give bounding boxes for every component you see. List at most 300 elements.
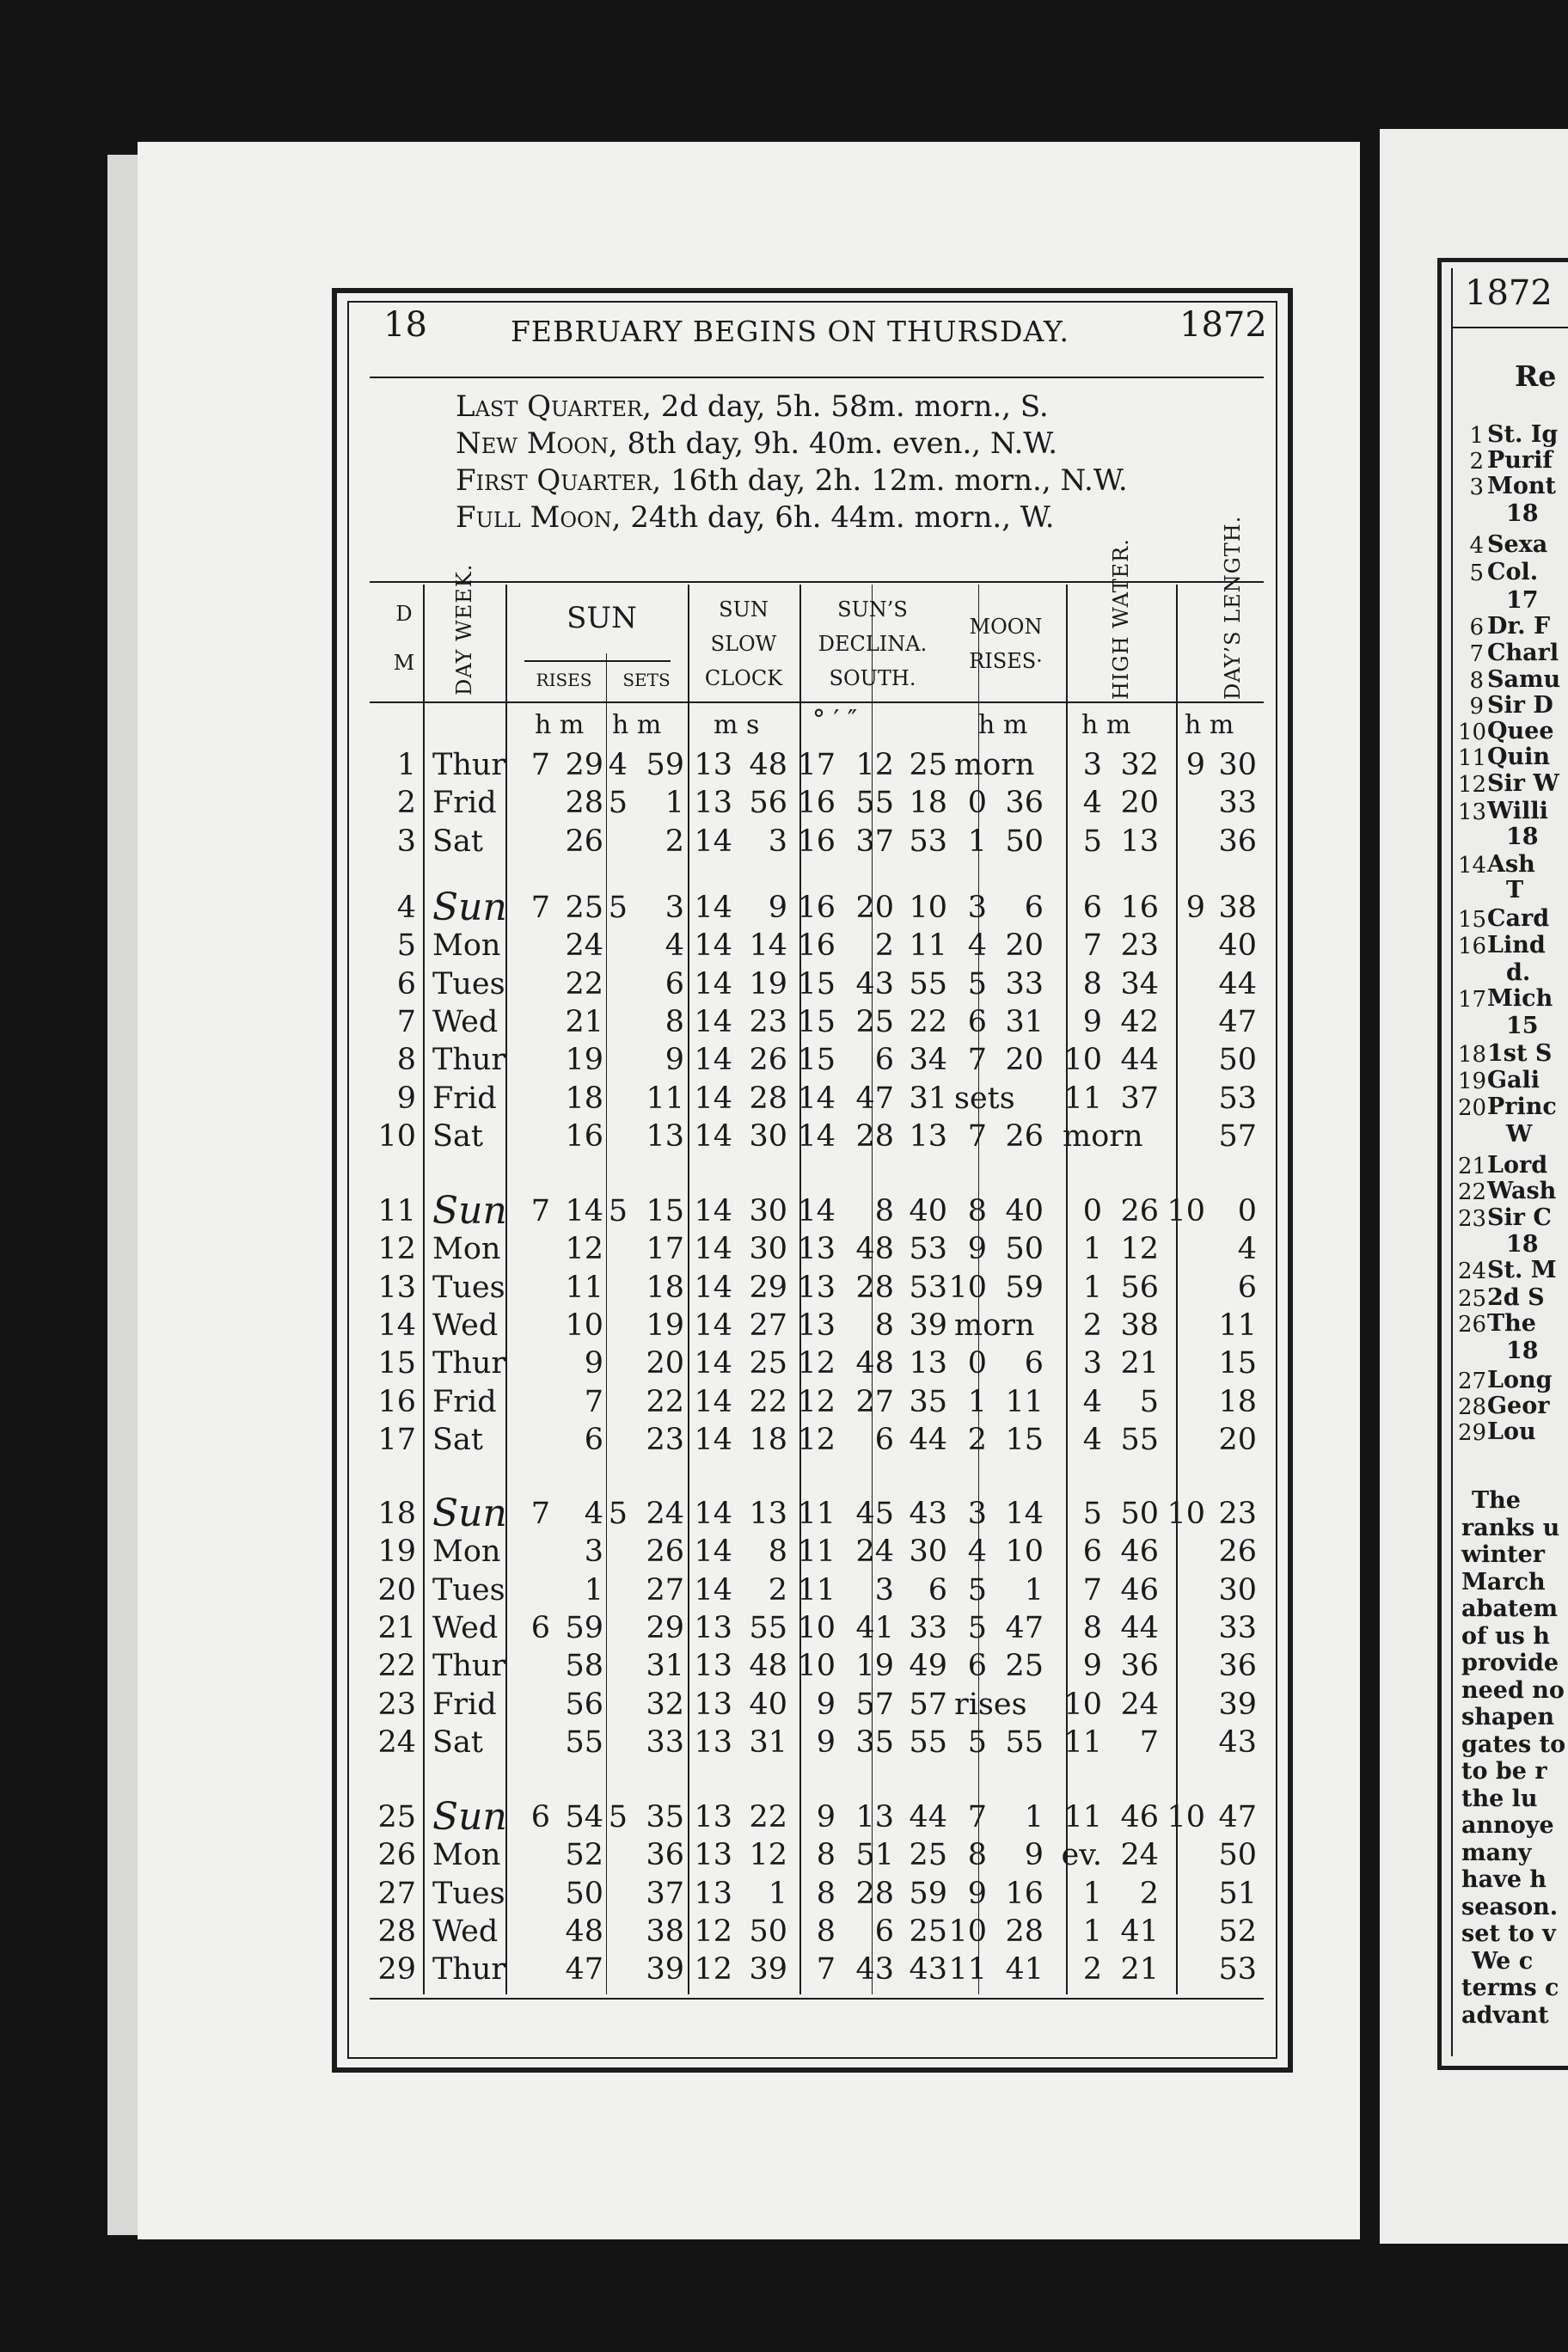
cell-day: 13 [377,1270,416,1305]
cell-weekday: Sun [432,885,507,929]
cell-set-m: 4 [665,928,684,964]
unit-water: h m [1081,710,1131,740]
cell-set-m: 17 [646,1232,684,1267]
cell-clock-m: 14 [694,1081,732,1116]
cell-rise-m: 48 [565,1914,603,1949]
cell-rise-m: 50 [565,1876,603,1911]
cell-water-m: 42 [1120,1004,1159,1039]
unit-clock: m s [714,710,760,740]
col-sun: SUN [567,601,637,635]
col-sets: SETS [622,670,671,690]
cell-decl-sec: 25 [909,1914,947,1949]
cell-decl-deg: 9 [816,1800,836,1834]
cell-decl-deg: 12 [797,1422,836,1457]
cell-decl-deg: 7 [816,1952,836,1988]
cell-clock-s: 14 [749,928,787,964]
cell-decl-deg: 15 [797,1004,836,1039]
cell-moon-h: 3 [967,1497,987,1531]
right-item-text: Mich [1487,985,1553,1012]
cell-set-m: 3 [665,891,684,925]
cell-day: 2 [396,786,416,821]
cell-water-h: 9 [1082,1649,1102,1684]
cell-moon-h: 10 [948,1914,987,1949]
cell-moon-rises: morn [954,748,1035,782]
cell-clock-m: 14 [694,1346,732,1381]
cell-length-m: 53 [1218,1952,1257,1988]
cell-water-h: 10 [1063,1687,1102,1722]
right-para-line: ranks u [1461,1514,1560,1541]
cell-day: 18 [377,1497,416,1531]
cell-moon-m: 16 [1005,1876,1044,1911]
cell-water-h: 1 [1082,1914,1102,1949]
right-item-number: 3 [1469,475,1484,500]
cell-weekday: Wed [432,1914,499,1949]
cell-day: 24 [377,1724,416,1760]
cell-water-m: 41 [1120,1914,1159,1949]
cell-clock-m: 14 [694,1043,732,1078]
cell-clock-s: 26 [749,1043,787,1078]
cell-set-m: 18 [646,1270,684,1305]
cell-water-h: 6 [1082,891,1102,925]
right-item-text: Geor [1487,1393,1550,1419]
cell-rise-m: 18 [565,1081,603,1116]
cell-length-m: 36 [1218,1649,1257,1684]
cell-length-m: 11 [1218,1308,1257,1343]
right-item-text: W [1506,1121,1533,1148]
cell-length-m: 47 [1218,1004,1257,1039]
right-item-number: 25 [1458,1286,1487,1312]
cell-weekday: Tues [432,966,505,1001]
cell-length-h: 9 [1185,748,1205,782]
cell-length-m: 0 [1237,1194,1257,1228]
right-item-text: Gali [1487,1067,1540,1093]
cell-water-m: 13 [1120,824,1159,859]
cell-water-m: 46 [1120,1572,1159,1608]
cell-decl-deg: 9 [816,1687,836,1722]
cell-length-m: 18 [1218,1384,1257,1419]
cell-water-m: 50 [1120,1497,1159,1531]
cell-day: 1 [396,748,416,782]
right-item-text: 17 [1506,587,1539,614]
cell-water-h: 8 [1082,966,1102,1001]
col-sun-slow: SUN [719,597,769,622]
cell-set-m: 38 [646,1914,684,1949]
cell-set-m: 31 [646,1649,684,1684]
cell-decl-min: 37 [855,824,894,859]
cell-decl-sec: 31 [909,1081,947,1116]
cell-weekday: Sun [432,1189,507,1233]
cell-clock-s: 56 [749,786,787,821]
cell-moon-h: 8 [967,1194,987,1228]
right-item-text: Samu [1487,666,1561,693]
cell-length-m: 52 [1218,1914,1257,1949]
cell-weekday: Sat [432,824,483,859]
cell-decl-sec: 55 [909,1724,947,1760]
cell-moon-m: 10 [1005,1534,1044,1570]
right-item-text: Sir W [1487,770,1559,797]
cell-clock-s: 8 [768,1534,787,1570]
cell-decl-min: 48 [855,1232,894,1267]
cell-rise-m: 16 [565,1118,603,1154]
right-para-line: season. [1461,1893,1559,1920]
cell-clock-m: 13 [694,1800,732,1834]
cell-day: 27 [377,1876,416,1911]
cell-decl-min: 41 [855,1610,894,1645]
right-item-text: 15 [1506,1013,1539,1039]
cell-water-h: 6 [1082,1534,1102,1570]
cell-clock-s: 25 [749,1346,787,1381]
cell-weekday: Mon [432,1232,501,1267]
unit-set: h m [612,710,662,740]
cell-clock-s: 30 [749,1232,787,1267]
cell-weekday: Thur [432,1346,506,1381]
cell-moon-h: 2 [967,1422,987,1457]
cell-day: 5 [396,928,416,964]
col-declination: DECLINA. [818,632,928,656]
cell-moon-m: 15 [1005,1422,1044,1457]
cell-set-m: 6 [665,966,684,1001]
column-rule [1176,585,1178,1994]
cell-moon-h: 4 [967,928,987,964]
cell-water-h: 1 [1082,1876,1102,1911]
cell-water-m: 16 [1120,891,1159,925]
right-item-text: Purif [1487,447,1553,474]
unit-length: h m [1185,710,1234,740]
cell-clock-m: 13 [694,1687,732,1722]
cell-set-h: 5 [608,1194,628,1228]
cell-set-m: 36 [646,1838,684,1873]
right-item-text: Willi [1487,798,1548,824]
cell-set-m: 26 [646,1534,684,1570]
cell-day: 12 [377,1232,416,1267]
moon-phase-detail: , 24th day, 6h. 44m. morn., W. [611,500,1055,535]
cell-water-m: 46 [1120,1800,1159,1834]
right-page-heading: Re [1515,359,1557,393]
right-item-text: d. [1506,959,1531,986]
cell-set-h: 5 [608,891,628,925]
right-para-line: gates to [1461,1730,1566,1758]
right-item-number: 19 [1458,1069,1487,1094]
right-para-line: to be r [1461,1758,1547,1785]
cell-clock-m: 14 [694,1572,732,1608]
right-item-text: Long [1487,1367,1553,1393]
cell-clock-m: 14 [694,824,732,859]
header-rule [370,377,1264,378]
cell-moon-m: 41 [1005,1952,1044,1988]
right-item-number: 6 [1469,615,1484,640]
col-rises: RISES [536,670,592,690]
cell-clock-m: 14 [694,1194,732,1228]
cell-set-m: 15 [646,1194,684,1228]
cell-clock-s: 1 [768,1876,787,1911]
cell-water-m: 23 [1120,928,1159,964]
cell-decl-min: 6 [874,1914,894,1949]
cell-decl-min: 6 [874,1043,894,1078]
cell-length-h: 10 [1167,1194,1205,1228]
cell-clock-m: 14 [694,1384,732,1419]
cell-set-m: 19 [646,1308,684,1343]
cell-decl-deg: 11 [797,1497,836,1531]
right-item-number: 15 [1458,907,1487,933]
cell-clock-m: 13 [694,1724,732,1760]
cell-decl-sec: 57 [909,1687,947,1722]
cell-water-m: 21 [1120,1346,1159,1381]
cell-moon-m: 50 [1005,824,1044,859]
cell-decl-sec: 22 [909,1004,947,1039]
cell-length-h: 10 [1167,1800,1205,1834]
right-item-number: 1 [1469,423,1484,449]
cell-decl-sec: 25 [909,1838,947,1873]
cell-rise-m: 52 [565,1838,603,1873]
cell-weekday: Mon [432,1534,501,1570]
cell-decl-sec: 6 [928,1572,947,1608]
column-rule [505,585,507,1994]
cell-moon-h: 1 [967,824,987,859]
cell-length-h: 10 [1167,1497,1205,1531]
cell-water-h: 7 [1082,1572,1102,1608]
moon-phase-line [456,462,1128,499]
cell-decl-deg: 12 [797,1384,836,1419]
cell-weekday: Sat [432,1422,483,1457]
cell-day: 6 [396,966,416,1001]
cell-clock-m: 13 [694,786,732,821]
cell-moon-h: 11 [948,1952,987,1988]
cell-water-h: 4 [1082,786,1102,821]
cell-decl-deg: 11 [797,1572,836,1608]
cell-clock-m: 13 [694,1876,732,1911]
cell-weekday: Sat [432,1724,483,1760]
page-title: FEBRUARY BEGINS ON THURSDAY. [511,315,1069,348]
cell-decl-min: 20 [855,891,894,925]
cell-water-h: 2 [1082,1952,1102,1988]
cell-length-m: 50 [1218,1043,1257,1078]
moon-phase-line [456,426,1057,462]
cell-decl-min: 8 [874,1308,894,1343]
cell-moon-rises: sets [954,1081,1015,1116]
cell-decl-sec: 34 [909,1043,947,1078]
cell-set-m: 27 [646,1572,684,1608]
cell-clock-m: 12 [694,1914,732,1949]
cell-weekday: Tues [432,1270,505,1305]
cell-weekday: Wed [432,1610,499,1645]
cell-moon-h: 4 [967,1534,987,1570]
cell-clock-m: 14 [694,1534,732,1570]
cell-length-m: 6 [1237,1270,1257,1305]
column-rule [423,585,425,1994]
cell-water-m: 36 [1120,1649,1159,1684]
cell-set-m: 24 [646,1497,684,1531]
right-item-text: Lord [1487,1152,1548,1179]
right-para-line: provide [1461,1650,1559,1676]
cell-decl-min: 57 [855,1687,894,1722]
cell-decl-sec: 44 [909,1422,947,1457]
right-para-line: abatem [1461,1596,1559,1622]
cell-length-m: 23 [1218,1497,1257,1531]
cell-length-m: 40 [1218,928,1257,964]
cell-decl-min: 48 [855,1346,894,1381]
cell-water-h: 11 [1063,1800,1102,1834]
cell-weekday: Mon [432,1838,501,1873]
cell-moon-rises: rises [954,1687,1027,1722]
right-item-text: Dr. F [1487,613,1551,640]
cell-moon-h: 7 [967,1118,987,1154]
cell-length-m: 4 [1237,1232,1257,1267]
cell-moon-h: 6 [967,1004,987,1039]
cell-decl-min: 24 [855,1534,894,1570]
cell-moon-h: 9 [967,1232,987,1267]
cell-set-m: 39 [646,1952,684,1988]
cell-set-m: 35 [646,1800,684,1834]
cell-rise-m: 6 [584,1422,603,1457]
cell-weekday: Sun [432,1795,507,1839]
cell-water-m: 56 [1120,1270,1159,1305]
right-item-number: 11 [1458,745,1487,771]
right-item-text: 18 [1506,824,1539,850]
cell-weekday: Mon [432,928,501,964]
cell-decl-deg: 16 [797,786,836,821]
cell-decl-sec: 40 [909,1194,947,1228]
right-para-line: advant [1461,2001,1549,2029]
cell-clock-m: 14 [694,1232,732,1267]
cell-water-h: 7 [1082,928,1102,964]
moon-phase-name: New Moon [456,426,609,461]
cell-decl-deg: 16 [797,891,836,925]
cell-decl-sec: 43 [909,1952,947,1988]
right-para-line: shapen [1461,1704,1555,1730]
right-item-number: 16 [1458,934,1487,959]
right-item-number: 9 [1469,694,1484,720]
cell-length-m: 20 [1218,1422,1257,1457]
cell-clock-s: 3 [768,824,787,859]
cell-decl-deg: 14 [797,1194,836,1228]
cell-rise-m: 3 [584,1534,603,1570]
cell-decl-min: 6 [874,1422,894,1457]
cell-day: 21 [377,1610,416,1645]
cell-water-m: 24 [1120,1838,1159,1873]
cell-water-h: 5 [1082,1497,1102,1531]
col-high-water: HIGH WATER. [1109,538,1133,700]
cell-decl-deg: 15 [797,966,836,1001]
right-para-line: need no [1461,1676,1565,1704]
cell-weekday: Tues [432,1876,505,1911]
right-item-number: 4 [1469,533,1484,559]
cell-length-m: 53 [1218,1081,1257,1116]
cell-moon-h: 9 [967,1876,987,1911]
cell-length-m: 50 [1218,1838,1257,1873]
right-item-text: Quin [1487,744,1551,770]
cell-decl-sec: 44 [909,1800,947,1834]
cell-decl-sec: 18 [909,786,947,821]
cell-water-h: 10 [1063,1043,1102,1078]
cell-day: 23 [377,1687,416,1722]
cell-decl-min: 3 [874,1572,894,1608]
cell-water-h: 4 [1082,1422,1102,1457]
cell-decl-sec: 53 [909,1232,947,1267]
cell-day: 17 [377,1422,416,1457]
right-frame-line [1437,258,1442,2067]
cell-day: 7 [396,1004,416,1039]
cell-day: 20 [377,1572,416,1608]
right-item-text: T [1506,877,1524,903]
cell-water-m: 7 [1139,1724,1159,1760]
right-item-text: St. Ig [1487,421,1559,448]
cell-weekday: Thur [432,1649,506,1684]
cell-weekday: Frid [432,786,497,821]
right-para-line: March [1461,1568,1546,1596]
cell-rise-m: 11 [565,1270,603,1305]
cell-length-h: 9 [1185,891,1205,925]
cell-decl-deg: 10 [797,1610,836,1645]
cell-water-h: 2 [1082,1308,1102,1343]
right-item-number: 20 [1458,1095,1487,1121]
cell-decl-deg: 13 [797,1308,836,1343]
cell-water-m: 5 [1139,1384,1159,1419]
cell-decl-min: 43 [855,1952,894,1988]
cell-length-m: 33 [1218,1610,1257,1645]
right-item-number: 21 [1458,1154,1487,1179]
unit-rise: h m [535,710,585,740]
cell-clock-s: 48 [749,748,787,782]
cell-decl-deg: 8 [816,1914,836,1949]
cell-water-h: 11 [1063,1081,1102,1116]
cell-moon-m: 31 [1005,1004,1044,1039]
right-para-line: The [1472,1487,1521,1514]
cell-decl-sec: 13 [909,1346,947,1381]
right-item-text: 18 [1506,1338,1539,1364]
cell-moon-m: 14 [1005,1497,1044,1531]
cell-day: 11 [377,1194,416,1228]
cell-moon-m: 33 [1005,966,1044,1001]
right-page-year: 1872 [1465,273,1553,313]
cell-moon-h: 1 [967,1384,987,1419]
cell-moon-rises: morn [954,1308,1035,1343]
right-item-number: 23 [1458,1206,1487,1232]
cell-decl-deg: 8 [816,1876,836,1911]
cell-day: 3 [396,824,416,859]
cell-rise-m: 55 [565,1724,603,1760]
cell-length-m: 36 [1218,824,1257,859]
cell-decl-min: 28 [855,1876,894,1911]
cell-water-h: 1 [1082,1270,1102,1305]
right-item-number: 5 [1469,560,1484,586]
cell-decl-deg: 9 [816,1724,836,1760]
cell-decl-min: 28 [855,1270,894,1305]
cell-day: 15 [377,1346,416,1381]
cell-water-h: 3 [1082,748,1102,782]
cell-decl-min: 28 [855,1118,894,1154]
cell-moon-h: 0 [967,1346,987,1381]
cell-decl-sec: 59 [909,1876,947,1911]
cell-decl-deg: 12 [797,1346,836,1381]
cell-rise-m: 56 [565,1687,603,1722]
cell-moon-h: 5 [967,1572,987,1608]
right-item-number: 7 [1469,641,1484,667]
cell-set-h: 5 [608,1497,628,1531]
cell-decl-sec: 35 [909,1384,947,1419]
cell-length-m: 43 [1218,1724,1257,1760]
cell-water-m: 38 [1120,1308,1159,1343]
cell-set-m: 20 [646,1346,684,1381]
cell-decl-min: 43 [855,966,894,1001]
cell-decl-deg: 17 [797,748,836,782]
cell-set-m: 32 [646,1687,684,1722]
cell-decl-deg: 15 [797,1043,836,1078]
moon-phase-detail: , 8th day, 9h. 40m. even., N.W. [608,426,1058,461]
cell-moon-m: 9 [1024,1838,1044,1873]
right-para-line: have h [1461,1866,1547,1893]
page-number: 18 [383,305,427,345]
cell-rise-m: 14 [565,1194,603,1228]
